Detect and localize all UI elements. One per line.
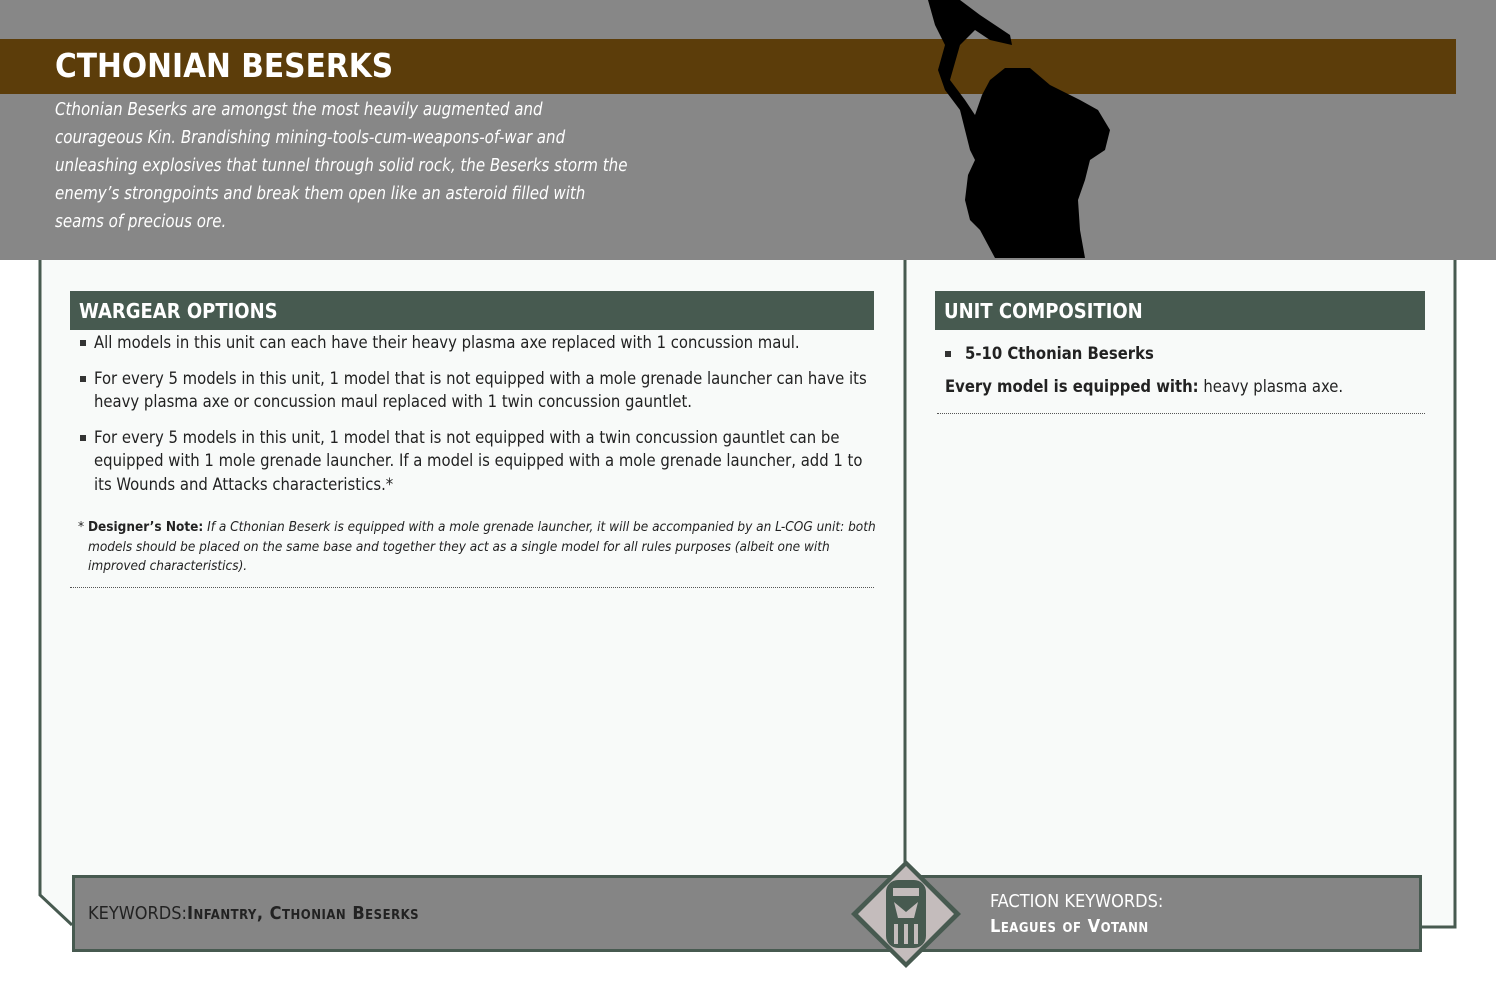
list-item: All models in this unit can each have their heavy plasma axe replaced with 1 concussion maul. [80, 331, 870, 355]
unit-composition-heading: UNIT COMPOSITION [935, 291, 1425, 330]
unit-description: Cthonian Beserks are amongst the most heavily augmented and courageous Kin. Brandishing mining-tools-cum-weapons-of-war and unleashing explosives that tunnel through solid rock, the Beserks storm the enemy’s strongpoints and break them open like an asteroid filled with seams of precious ore. [55, 99, 628, 232]
list-item: For every 5 models in this unit, 1 model that is not equipped with a twin concussion gauntlet can be equipped with 1 mole grenade launcher. If a model is equipped with a mole grenade launcher, add 1 to its Wounds and Attacks characteristics.* [80, 426, 870, 497]
divider [70, 587, 874, 588]
equipped-with [945, 377, 1343, 396]
note-label: Designer’s Note: [87, 519, 204, 535]
equipped-value: heavy plasma axe. [1203, 377, 1344, 396]
keywords [88, 903, 419, 924]
equipped-label: Every model is equipped with: [945, 377, 1199, 396]
faction-keywords-value: Leagues of Votann [990, 916, 1149, 937]
wargear-options-heading: WARGEAR OPTIONS [70, 291, 874, 330]
keywords-label: KEYWORDS: [88, 903, 187, 924]
faction-emblem-icon [848, 858, 964, 970]
list-item: For every 5 models in this unit, 1 model that is not equipped with a mole grenade launcher can have its heavy plasma axe or concussion maul replaced with 1 twin concussion gauntlet. [80, 367, 870, 414]
note-text: If a Cthonian Beserk is equipped with a mole grenade launcher, it will be accompanied by an L-COG unit: both models should be placed on the same base and together they act as a single model for all rules purposes (albeit one with improved characteristics). [88, 519, 876, 574]
divider [937, 413, 1425, 414]
wargear-options-list [80, 331, 870, 508]
keywords-value: Infantry, Cthonian Beserks [186, 903, 420, 924]
composition-list [945, 342, 1425, 378]
faction-keywords-label: FACTION KEYWORDS: [990, 891, 1164, 912]
faction-keywords [990, 889, 1163, 939]
page-title: CTHONIAN BESERKS [55, 46, 394, 85]
designers-note: * Designer’s Note: If a Cthonian Beserk is equipped with a mole grenade launcher, it will be accompanied by an L-COG unit: both models should be placed on the same base and together they act as a single model for all rules purposes (albeit one with improved characteristics). [78, 519, 876, 574]
list-item: 5-10 Cthonian Beserks [945, 342, 1425, 366]
